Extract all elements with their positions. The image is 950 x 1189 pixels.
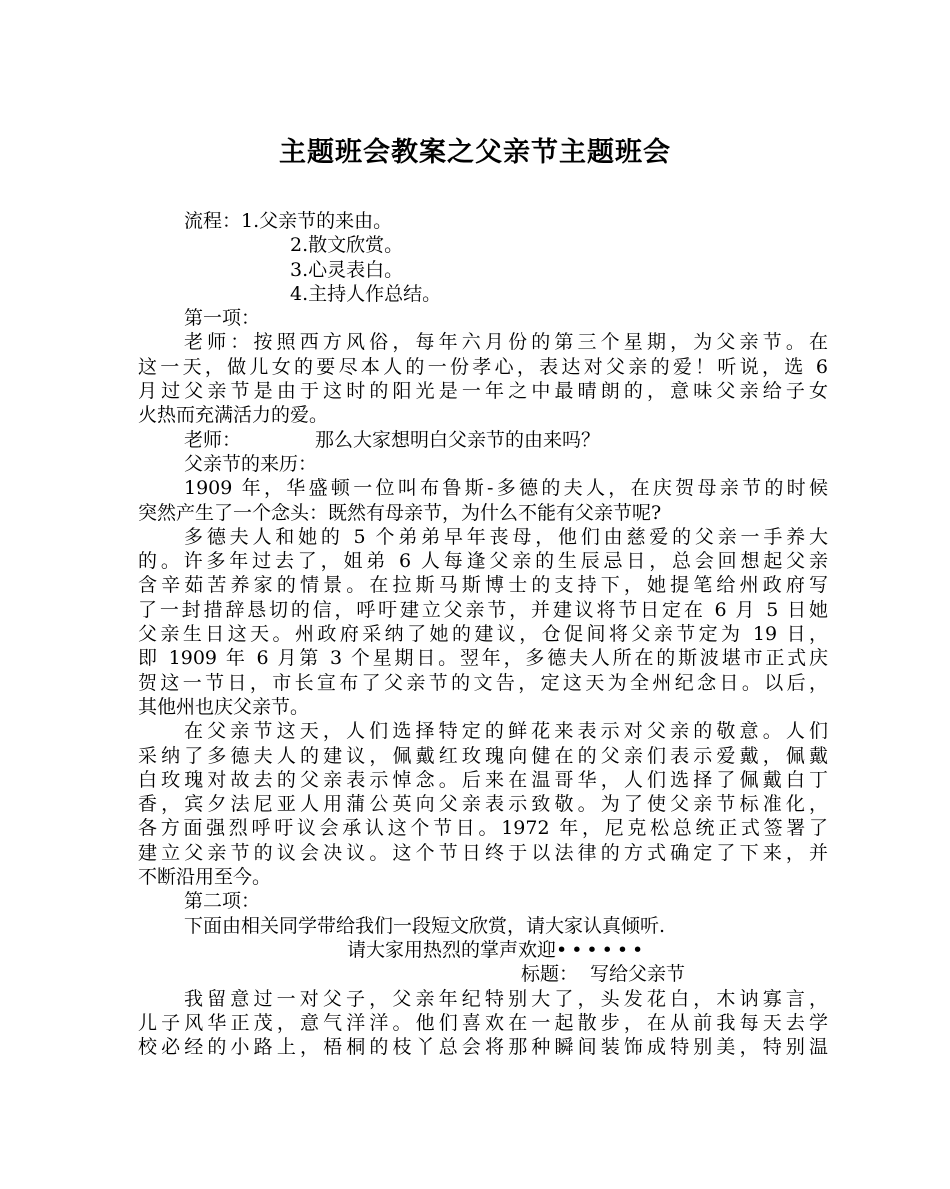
flow-label: 流程： (184, 210, 242, 232)
document-body (138, 209, 828, 1059)
essay-line: 校必经的小路上，梧桐的枝丫总会将那种瞬间装饰成特别美，特别温 (138, 1036, 828, 1059)
essay-title-label: 标题： (521, 963, 579, 986)
teacher-intro-line: 月过父亲节是由于这时的阳光是一年之中最晴朗的，意味父亲给子女 (138, 380, 828, 403)
origin-p3-line: 香，宾夕法尼亚人用蒲公英向父亲表示致敬。为了使父亲节标准化， (138, 793, 828, 816)
applause-line (138, 938, 828, 962)
applause-dots: •••••• (556, 938, 648, 961)
origin-p2-line: 了一封措辞恳切的信，呼吁建立父亲节，并建议将节日定在 6 月 5 日她 (138, 598, 828, 621)
teacher-question-line (138, 428, 828, 452)
origin-p2-line: 多德夫人和她的 5 个弟弟早年丧母，他们由慈爱的父亲一手养大 (184, 525, 828, 548)
section2-intro: 下面由相关同学带给我们一段短文欣赏，请大家认真倾听. (184, 914, 666, 937)
essay-title-line (138, 962, 828, 986)
origin-p3-line: 不断沿用至今。 (138, 866, 272, 889)
flow-line-4 (138, 282, 828, 306)
origin-p3-line: 建立父亲节的议会决议。这个节日终于以法律的方式确定了下来，并 (138, 841, 828, 864)
flow-item-3: 3.心灵表白。 (290, 258, 404, 281)
flow-line-2 (138, 233, 828, 257)
origin-heading: 父亲节的来历： (184, 452, 318, 475)
applause-text: 请大家用热烈的掌声欢迎 (347, 938, 557, 961)
essay-line: 儿子风华正茂，意气洋洋。他们喜欢在一起散步，在从前我每天去学 (138, 1011, 828, 1034)
flow-line-1 (138, 209, 828, 233)
essay-title: 写给父亲节 (590, 963, 686, 986)
origin-p1-line: 1909 年，华盛顿一位叫布鲁斯-多德的夫人，在庆贺母亲节的时候 (184, 477, 828, 500)
origin-p2-line: 贺这一节日，市长宣布了父亲节的文告，定这天为全州纪念日。以后， (138, 671, 828, 694)
origin-p2-line: 即 1909 年 6 月第 3 个星期日。翌年，多德夫人所在的斯波堪市正式庆 (138, 647, 828, 670)
teacher-intro-line: 火热而充满活力的爱。 (138, 404, 329, 427)
section1-heading: 第一项： (184, 307, 261, 330)
teacher-question: 那么大家想明白父亲节的由来吗？ (315, 428, 601, 451)
flow-item-4: 4.主持人作总结。 (290, 282, 442, 305)
teacher-intro-line: 老师：按照西方风俗，每年六月份的第三个星期，为父亲节。在 (184, 331, 828, 354)
origin-p3-line: 采纳了多德夫人的建议，佩戴红玫瑰向健在的父亲们表示爱戴，佩戴 (138, 744, 828, 767)
origin-p2-line: 父亲生日这天。州政府采纳了她的建议，仓促间将父亲节定为 19 日， (138, 623, 828, 646)
teacher-intro-line: 这一天，做儿女的要尽本人的一份孝心，表达对父亲的爱！听说，选 6 (138, 355, 828, 378)
section2-heading: 第二项： (184, 890, 261, 913)
flow-line-3 (138, 258, 828, 282)
essay-line: 我留意过一对父子，父亲年纪特别大了，头发花白，木讷寡言， (184, 987, 828, 1010)
origin-p3-line: 在父亲节这天，人们选择特定的鲜花来表示对父亲的敬意。人们 (184, 720, 828, 743)
origin-p2-line: 的。许多年过去了，姐弟 6 人每逢父亲的生辰忌日，总会回想起父亲 (138, 550, 828, 573)
teacher-label: 老师： (184, 428, 242, 451)
document-title: 主题班会教案之父亲节主题班会 (279, 137, 671, 168)
origin-p2-line: 其他州也庆父亲节。 (138, 695, 310, 718)
origin-p3-line: 各方面强烈呼吁议会承认这个节日。1972 年，尼克松总统正式签署了 (138, 817, 828, 840)
origin-p1-line: 突然产生了一个念头：既然有母亲节，为什么不能有父亲节呢? (138, 501, 662, 524)
flow-item-1: 1.父亲节的来由。 (241, 210, 393, 232)
origin-p2-line: 含辛茹苦养家的情景。在拉斯马斯博士的支持下，她提笔给州政府写 (138, 574, 828, 597)
origin-p3-line: 白玫瑰对故去的父亲表示悼念。后来在温哥华，人们选择了佩戴白丁 (138, 768, 828, 791)
flow-item-2: 2.散文欣赏。 (290, 234, 404, 257)
